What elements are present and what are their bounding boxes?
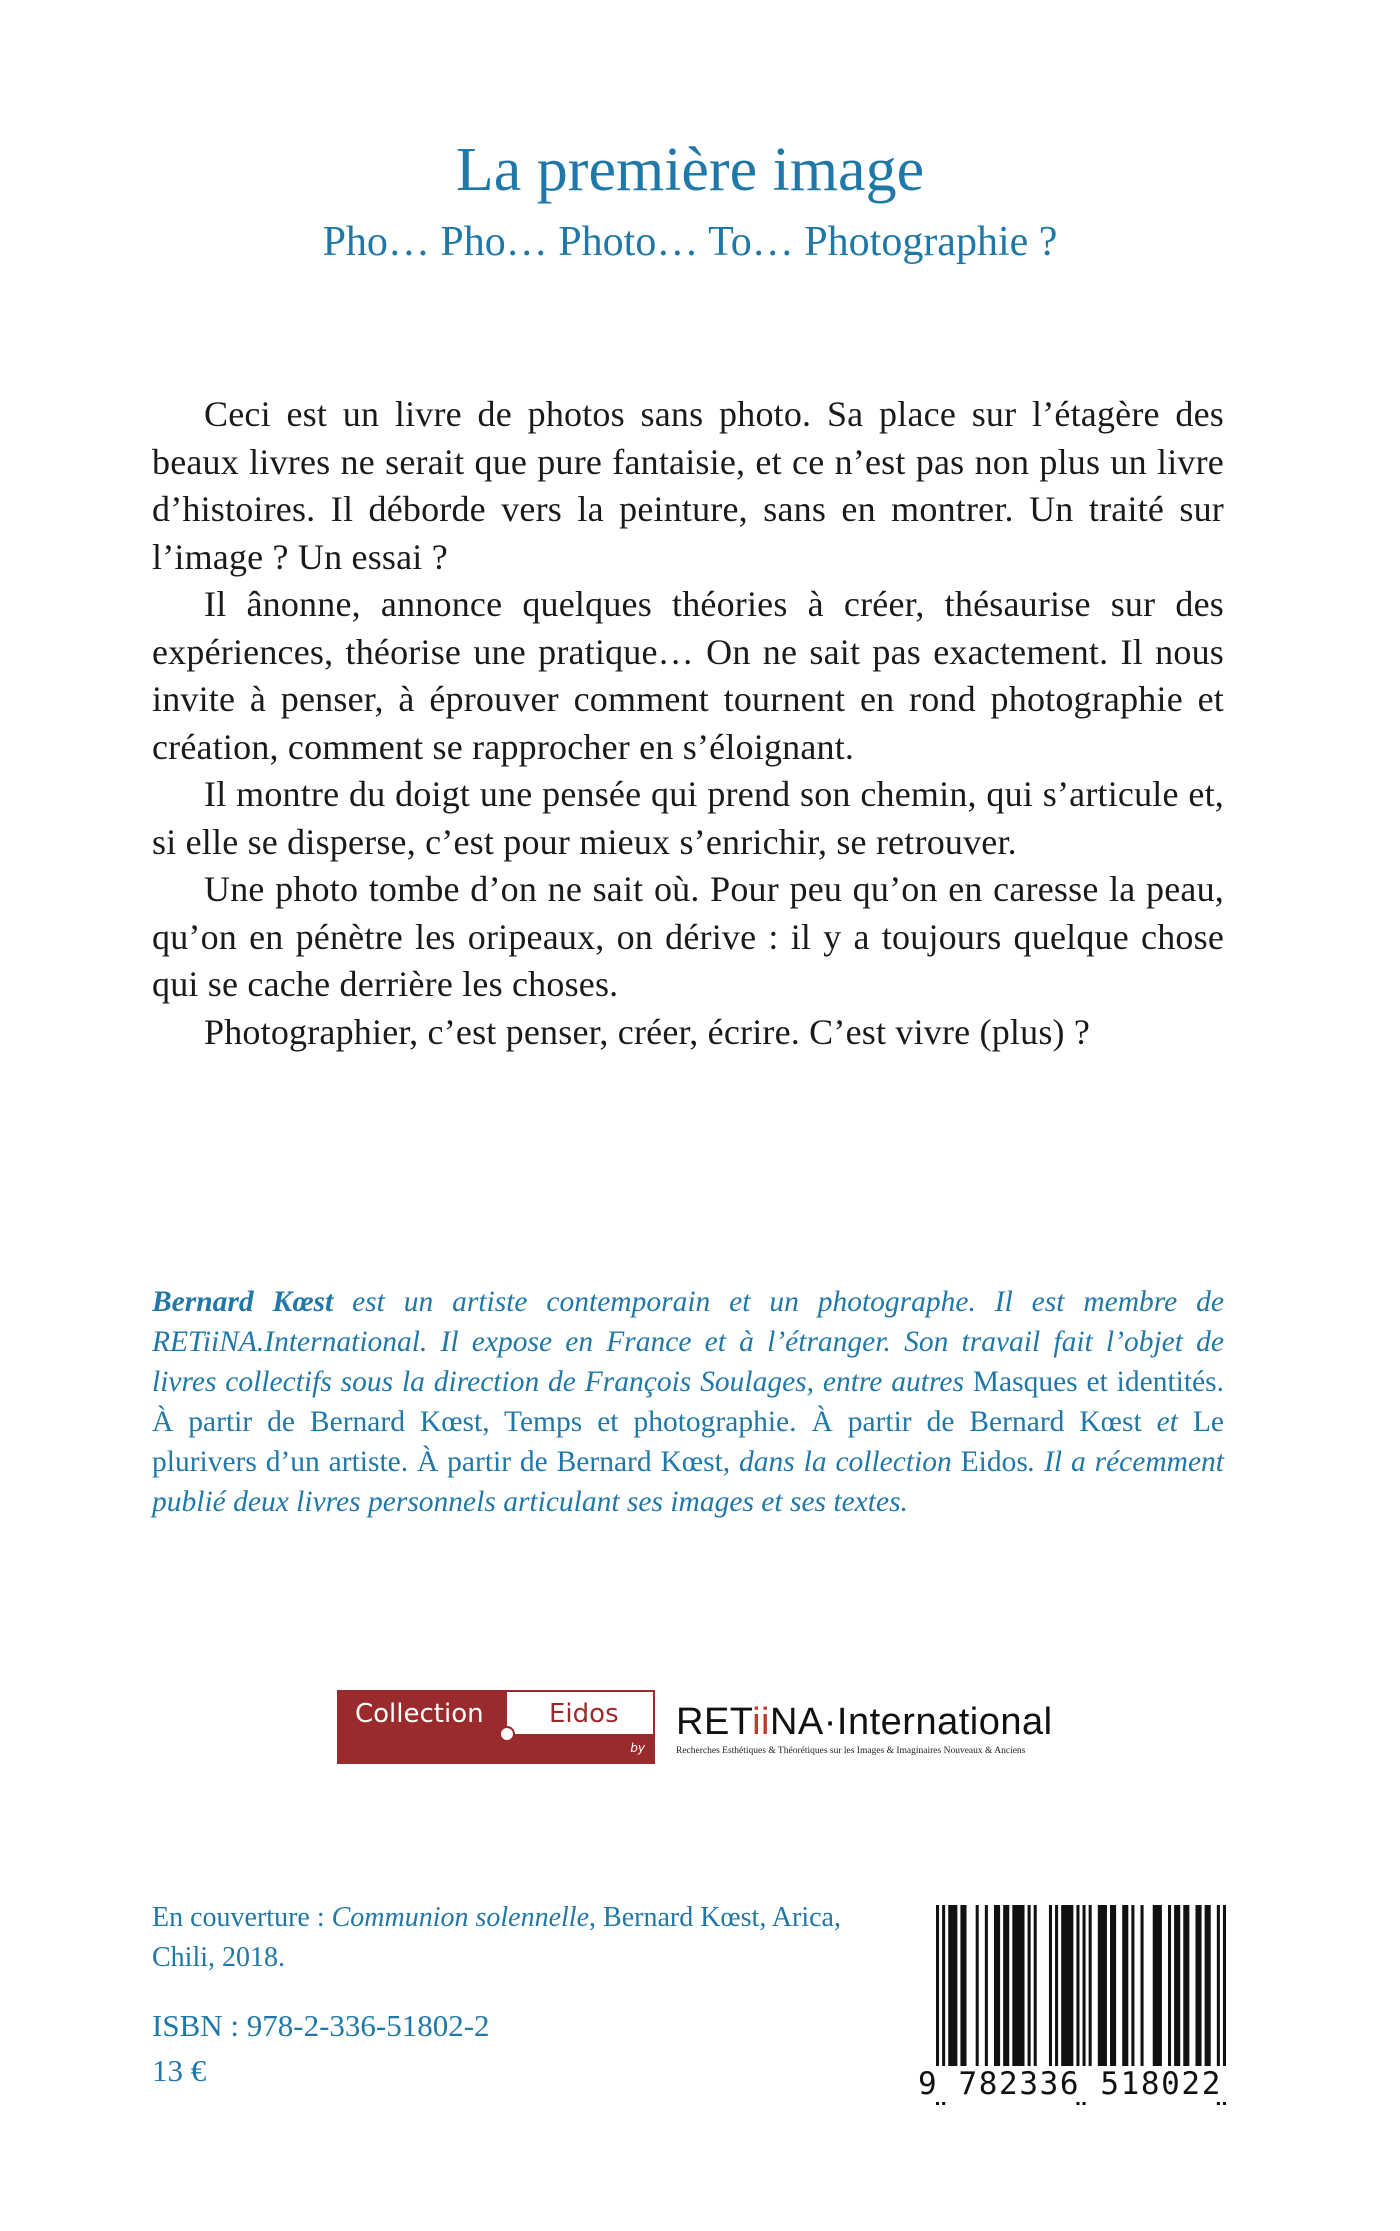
- barcode-bar: [1098, 1905, 1107, 2073]
- barcode-bar: [976, 1905, 979, 2073]
- barcode-bar: [1110, 1905, 1116, 2073]
- blurb-paragraph: Il ânonne, annonce quelques théories à créer, thésaurise sur des expériences, théorise une pratique… On ne sait pas exactement. Il nous invite à penser, à éprouver comment tournent en rond photographie et création, comment se rapprocher en s’éloignant.: [152, 584, 1224, 767]
- barcode-bar: [1089, 1905, 1092, 2073]
- bio-text: est un artiste contemporain et un photographe. Il est membre de RETiiNA.International. Il expose en France et à l’étranger. Son travail fait l’objet de livres collectifs sous la direction de François Soulages, entre autres: [152, 1286, 1224, 1398]
- barcode-bar: [994, 1905, 1000, 2073]
- retina-international-logo: [676, 1700, 1056, 1758]
- collection-logo-byline: by RETiiNA.International: [507, 1734, 653, 1762]
- barcode-bar: [948, 1905, 957, 2073]
- barcode-bar: [1049, 1905, 1052, 2073]
- blurb: [152, 391, 1224, 1056]
- bio-text: . Il a récemment publié deux livres personnels articulant ses images et ses textes.: [152, 1446, 1224, 1518]
- barcode-bar: [1195, 1905, 1201, 2073]
- price: 13 €: [152, 2053, 207, 2088]
- barcode-bar: [1168, 1905, 1171, 2073]
- credit-work-title: Communion solennelle: [331, 1902, 590, 1933]
- blurb-paragraph: Photographier, c’est penser, créer, écrire. C’est vivre (plus) ?: [204, 1011, 1091, 1052]
- barcode-bar: [1122, 1905, 1128, 2073]
- barcode-bar: [985, 1905, 988, 2073]
- cover-credit: [152, 1898, 852, 1978]
- collection-logo-dot: [499, 1726, 515, 1742]
- bio-book-title: Masques et identités. À partir de Bernard Kœst, Temps et photographie. À partir de Bernard Kœst: [152, 1366, 1224, 1438]
- retina-logo-part: ii: [752, 1701, 770, 1743]
- barcode-digits: 9 782336 518022: [918, 2066, 1238, 2102]
- blurb-paragraph: Il montre du doigt une pensée qui prend son chemin, qui s’articule et, si elle se disperse, c’est pour mieux s’enrichir, se retrouver.: [152, 774, 1224, 862]
- collection-logo-label: Collection: [339, 1692, 507, 1762]
- credit-text: En couverture :: [152, 1902, 332, 1933]
- bio-book-title: Le plurivers d’un artiste. À partir de Bernard Kœst: [152, 1406, 1224, 1478]
- barcode-bar: [1183, 1905, 1189, 2073]
- barcode-bar: [960, 1905, 966, 2073]
- retina-logo-name: [676, 1700, 1056, 1744]
- retina-logo-part: RET: [676, 1701, 753, 1743]
- bio-text: et: [1141, 1406, 1193, 1438]
- barcode-bar: [1003, 1905, 1009, 2073]
- collection-logo-name: Eidos: [549, 1699, 619, 1729]
- book-title: La première image: [455, 136, 925, 204]
- bio-text: , dans la collection: [722, 1446, 961, 1478]
- bio-collection-name: Eidos: [960, 1446, 1028, 1478]
- barcode-bar: [1153, 1905, 1162, 2073]
- barcode-bar: [1205, 1905, 1211, 2073]
- isbn: ISBN : 978-2-336-51802-2: [152, 2008, 490, 2043]
- barcode-bar: [1131, 1905, 1134, 2073]
- barcode-bar: [1012, 1905, 1024, 2073]
- barcode-bar: [1141, 1905, 1144, 2073]
- book-subtitle: Pho… Pho… Photo… To… Photographie ?: [322, 219, 1058, 265]
- barcode-bar: [1034, 1905, 1037, 2073]
- barcode-bar: [1028, 1905, 1031, 2073]
- retina-logo-part: NA·International: [769, 1701, 1053, 1743]
- blurb-paragraph: Ceci est un livre de photos sans photo. Sa place sur l’étagère des beaux livres ne serait que pure fantaisie, et ce n’est pas non plus un livre d’histoires. Il déborde vers la peinture, sans en montrer. Un traité sur l’image ? Un essai ?: [152, 394, 1224, 577]
- barcode-bar: [1055, 1905, 1058, 2073]
- collection-eidos-logo: [337, 1690, 655, 1783]
- author-name: Bernard Kœst: [152, 1286, 334, 1318]
- author-bio: [152, 1282, 1224, 1522]
- barcode-bar: [1174, 1905, 1180, 2073]
- barcode-bar: [1061, 1905, 1073, 2073]
- credit-text: , Bernard Kœst, Arica, Chili, 2018.: [152, 1902, 841, 1973]
- blurb-paragraph: Une photo tombe d’on ne sait où. Pour peu qu’on en caresse la peau, qu’on en pénètre les oripeaux, on dérive : il y a toujours quelque chose qui se cache derrière les choses.: [152, 869, 1224, 1004]
- retina-logo-tagline: Recherches Esthétiques & Théorétiques sur les Images & Imaginaires Nouveaux & Anciens: [676, 1746, 1026, 1756]
